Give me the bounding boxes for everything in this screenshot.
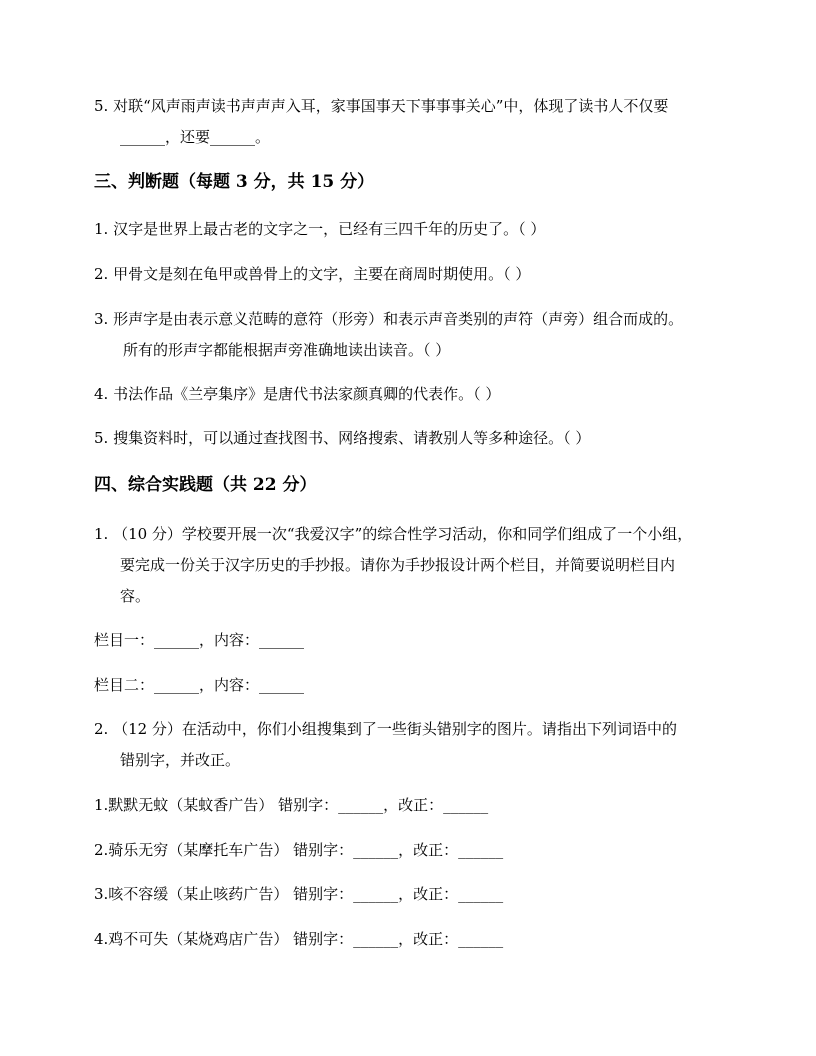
section-4-title: 四、综合实践题（共 22 分）	[94, 475, 317, 495]
practice-q1-answer-1: 栏目一：______，内容：______	[94, 631, 305, 649]
typo-item-1: 1.默默无蚊（某蚊香广告） 错别字：______，改正：______	[94, 796, 489, 814]
practice-q1-line2: 要完成一份关于汉字历史的手抄报。请你为手抄报设计两个栏目，并简要说明栏目内	[120, 556, 676, 574]
section-3-title: 三、判断题（每题 3 分，共 15 分）	[94, 172, 375, 192]
typo-item-2: 2.骑乐无穷（某摩托车广告） 错别字：______，改正：______	[94, 841, 504, 859]
practice-q2-line2: 错别字，并改正。	[120, 751, 241, 769]
fill-question-5-line1: 5. 对联“风声雨声读书声声声入耳，家事国事天下事事事关心”中，体现了读书人不仅要	[94, 97, 669, 115]
judge-item-3-line1: 3. 形声字是由表示意义范畴的意符（形旁）和表示声音类别的声符（声旁）组合而成的。	[94, 310, 684, 328]
typo-item-4: 4.鸡不可失（某烧鸡店广告） 错别字：______，改正：______	[94, 930, 504, 948]
practice-q1-line1: 1. （10 分）学校要开展一次“我爱汉字”的综合性学习活动，你和同学们组成了一个小组，	[94, 525, 693, 543]
fill-question-5-line2: ______，还要______。	[120, 128, 271, 146]
judge-item-1: 1. 汉字是世界上最古老的文字之一，已经有三四千年的历史了。（ ）	[94, 220, 546, 238]
judge-item-4: 4. 书法作品《兰亭集序》是唐代书法家颜真卿的代表作。（ ）	[94, 385, 501, 403]
judge-item-3-line2: 所有的形声字都能根据声旁准确地读出读音。（ ）	[123, 341, 451, 359]
judge-item-2: 2. 甲骨文是刻在龟甲或兽骨上的文字，主要在商周时期使用。（ ）	[94, 265, 531, 283]
typo-item-3: 3.咳不容缓（某止咳药广告） 错别字：______，改正：______	[94, 885, 504, 903]
judge-item-5: 5. 搜集资料时，可以通过查找图书、网络搜索、请教别人等多种途径。（ ）	[94, 429, 591, 447]
practice-q2-line1: 2. （12 分）在活动中，你们小组搜集到了一些街头错别字的图片。请指出下列词语中的	[94, 720, 677, 738]
practice-q1-answer-2: 栏目二：______，内容：______	[94, 676, 305, 694]
practice-q1-line3: 容。	[120, 587, 151, 605]
